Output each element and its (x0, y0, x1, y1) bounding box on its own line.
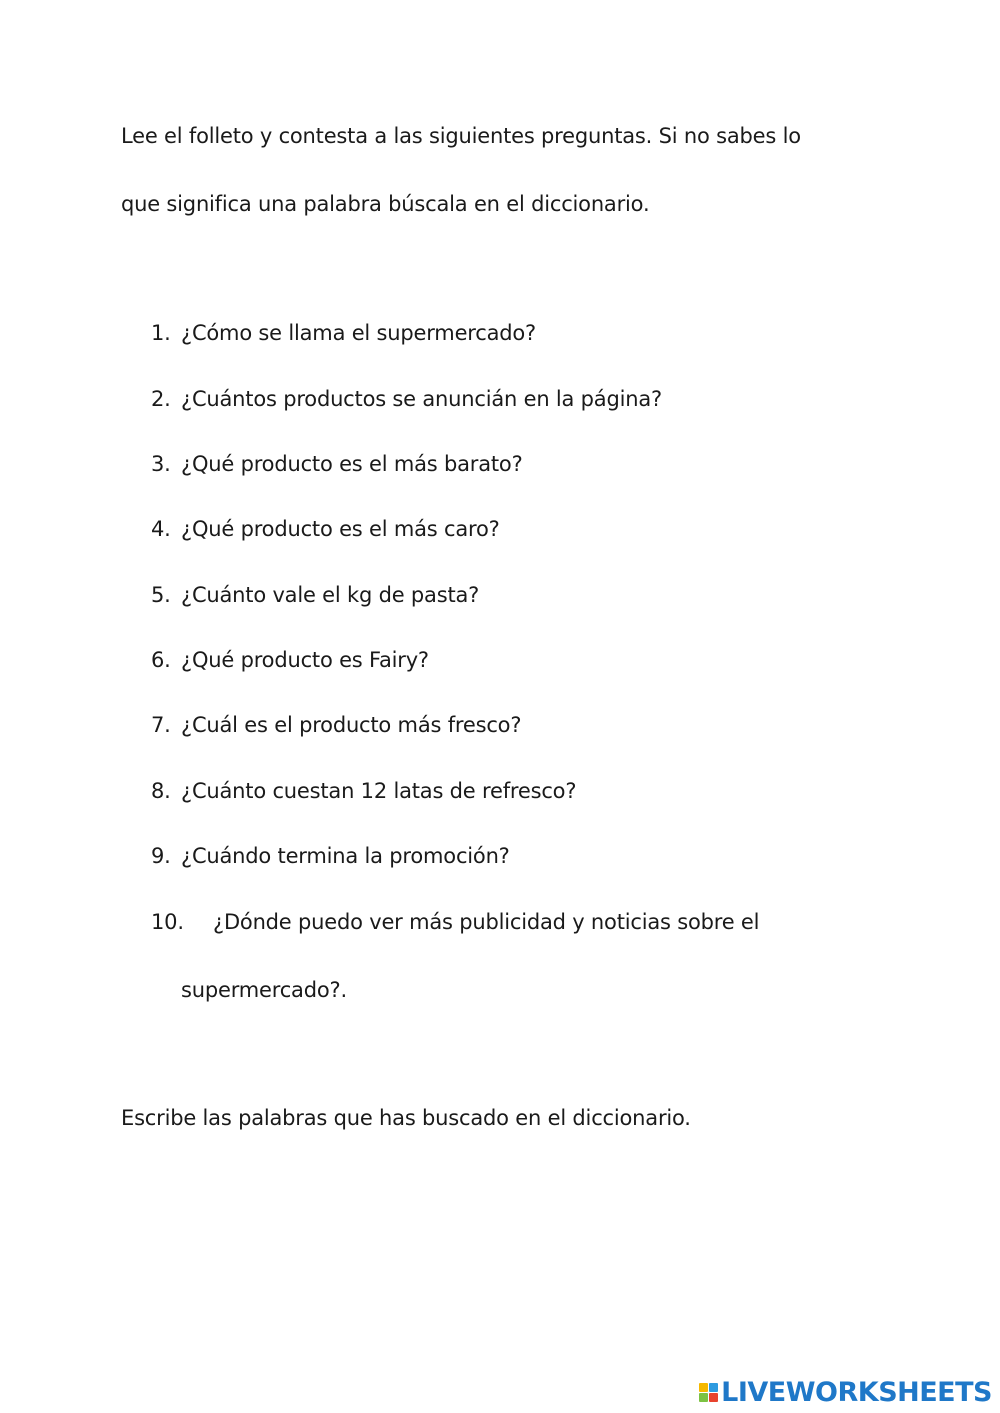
question-text: ¿Cómo se llama el supermercado? (181, 321, 536, 345)
logo-tile (709, 1383, 718, 1392)
question-4 (151, 517, 500, 541)
question-text: ¿Qué producto es el más barato? (181, 452, 523, 476)
dictionary-instruction: Escribe las palabras que has buscado en el diccionario. (121, 1106, 691, 1130)
question-3 (151, 452, 523, 476)
brand-name: LIVEWORKSHEETS (721, 1376, 992, 1408)
question-7 (151, 713, 521, 737)
question-text: ¿Qué producto es el más caro? (181, 517, 500, 541)
question-number: 3. (151, 452, 171, 476)
question-number: 9. (151, 844, 171, 868)
question-number: 4. (151, 517, 171, 541)
question-text: ¿Cuánto cuestan 12 latas de refresco? (181, 779, 577, 803)
question-text: ¿Qué producto es Fairy? (181, 648, 429, 672)
question-text: ¿Cuál es el producto más fresco? (181, 713, 522, 737)
question-text: ¿Cuántos productos se anuncián en la página? (181, 387, 662, 411)
question-number: 10. (151, 910, 184, 934)
question-text: ¿Cuándo termina la promoción? (181, 844, 510, 868)
question-2 (151, 387, 662, 411)
liveworksheets-brand (699, 1377, 992, 1407)
logo-tile (709, 1393, 718, 1402)
question-number: 7. (151, 713, 171, 737)
liveworksheets-logo-icon (699, 1383, 718, 1402)
logo-tile (699, 1393, 708, 1402)
question-text: ¿Dónde puedo ver más publicidad y noticias sobre el (213, 910, 760, 934)
question-number: 2. (151, 387, 171, 411)
question-10 (151, 910, 759, 934)
logo-tile (699, 1383, 708, 1392)
question-number: 1. (151, 321, 171, 345)
question-10-continuation: supermercado?. (181, 978, 347, 1002)
question-number: 8. (151, 779, 171, 803)
question-9 (151, 844, 510, 868)
question-number: 5. (151, 583, 171, 607)
question-text: ¿Cuánto vale el kg de pasta? (181, 583, 480, 607)
question-5 (151, 583, 479, 607)
question-1 (151, 321, 536, 345)
question-6 (151, 648, 429, 672)
intro-line-2: que significa una palabra búscala en el diccionario. (121, 192, 650, 216)
question-8 (151, 779, 576, 803)
intro-line-1: Lee el folleto y contesta a las siguientes preguntas. Si no sabes lo (121, 124, 801, 148)
question-number: 6. (151, 648, 171, 672)
